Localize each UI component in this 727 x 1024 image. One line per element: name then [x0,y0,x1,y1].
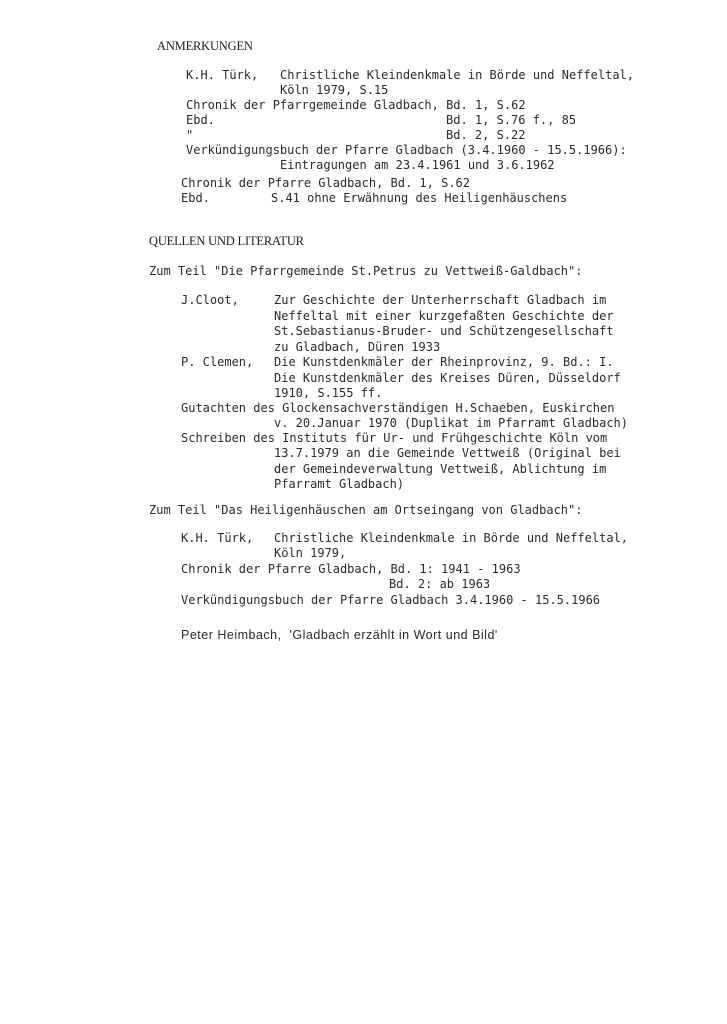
note-7-right: S.41 ohne Erwähnung des Heiligenhäuschens [271,191,568,205]
schreiben-cont [274,446,621,493]
note-3-right: Bd. 1, S.76 f., 85 [446,113,577,127]
schreiben-line: Schreiben des Instituts für Ur- und Frühgeschichte Köln vom [181,431,608,445]
gutachten-cont: v. 20.Januar 1970 (Duplikat im Pfarramt Gladbach) [274,416,629,430]
cloot-author: J.Cloot, [181,293,239,307]
note-3-left: Ebd. [186,113,215,127]
clemen-line: Die Kunstdenkmäler der Rheinprovinz, 9. Bd.: I. [274,355,614,369]
cloot-line: Zur Geschichte der Unterherrschaft Gladbach im [274,293,607,307]
cloot-line: zu Gladbach, Düren 1933 [274,339,441,354]
tuerk-text-cont: Köln 1979, [274,546,347,560]
note-1-author: K.H. Türk, [186,68,259,82]
note-7-left: Ebd. [181,191,210,205]
note-1-text-cont: Köln 1979, S.15 [280,83,389,97]
chronik-line: Chronik der Pfarre Gladbach, Bd. 1: 1941 - 1963 [181,562,521,576]
sources-heading: QUELLEN UND LITERATUR [149,234,304,248]
note-1-text: Christliche Kleindenkmale in Börde und Neffeltal, [280,68,635,82]
note-4-right: Bd. 2, S.22 [446,128,526,142]
tuerk-text: Christliche Kleindenkmale in Börde und Neffeltal, [274,531,629,545]
cloot-line: St.Sebastianus-Bruder- und Schützengesellschaft [274,324,614,338]
part1-title: Zum Teil "Die Pfarrgemeinde St.Petrus zu Vettweiß-Galdbach": [149,264,583,278]
clemen-line: Die Kunstdenkmäler des Kreises Düren, Düsseldorf [274,370,621,385]
clemen-citation [274,355,621,402]
cloot-line: Neffeltal mit einer kurzgefaßten Geschichte der [274,308,614,323]
part2-title: Zum Teil "Das Heiligenhäuschen am Ortseingang von Gladbach": [149,503,583,517]
cloot-citation [274,293,614,355]
note-2: Chronik der Pfarrgemeinde Gladbach, Bd. 1, S.62 [186,98,526,112]
schreiben-cont-line: Pfarramt Gladbach) [274,477,405,491]
note-5: Verkündigungsbuch der Pfarre Gladbach (3.4.1960 - 15.5.1966): [186,143,627,157]
verkuendigungsbuch-line: Verkündigungsbuch der Pfarre Gladbach 3.4.1960 - 15.5.1966 [181,593,601,607]
closing-line: Peter Heimbach, 'Gladbach erzählt in Wort und Bild' [181,628,498,642]
schreiben-cont-line: der Gemeindeverwaltung Vettweiß, Ablichtung im [274,461,607,476]
chronik-cont: Bd. 2: ab 1963 [389,577,491,591]
gutachten-line: Gutachten des Glockensachverständigen H.Schaeben, Euskirchen [181,401,615,415]
note-6: Chronik der Pfarre Gladbach, Bd. 1, S.62 [181,176,470,190]
note-4-left: " [186,128,194,142]
schreiben-cont-line: 13.7.1979 an die Gemeinde Vettweiß (Original bei [274,446,621,460]
clemen-line: 1910, S.155 ff. [274,386,383,400]
clemen-author: P. Clemen, [181,355,254,369]
notes-heading: ANMERKUNGEN [157,39,253,53]
note-5-cont: Eintragungen am 23.4.1961 und 3.6.1962 [280,158,555,172]
tuerk-author: K.H. Türk, [181,531,254,545]
